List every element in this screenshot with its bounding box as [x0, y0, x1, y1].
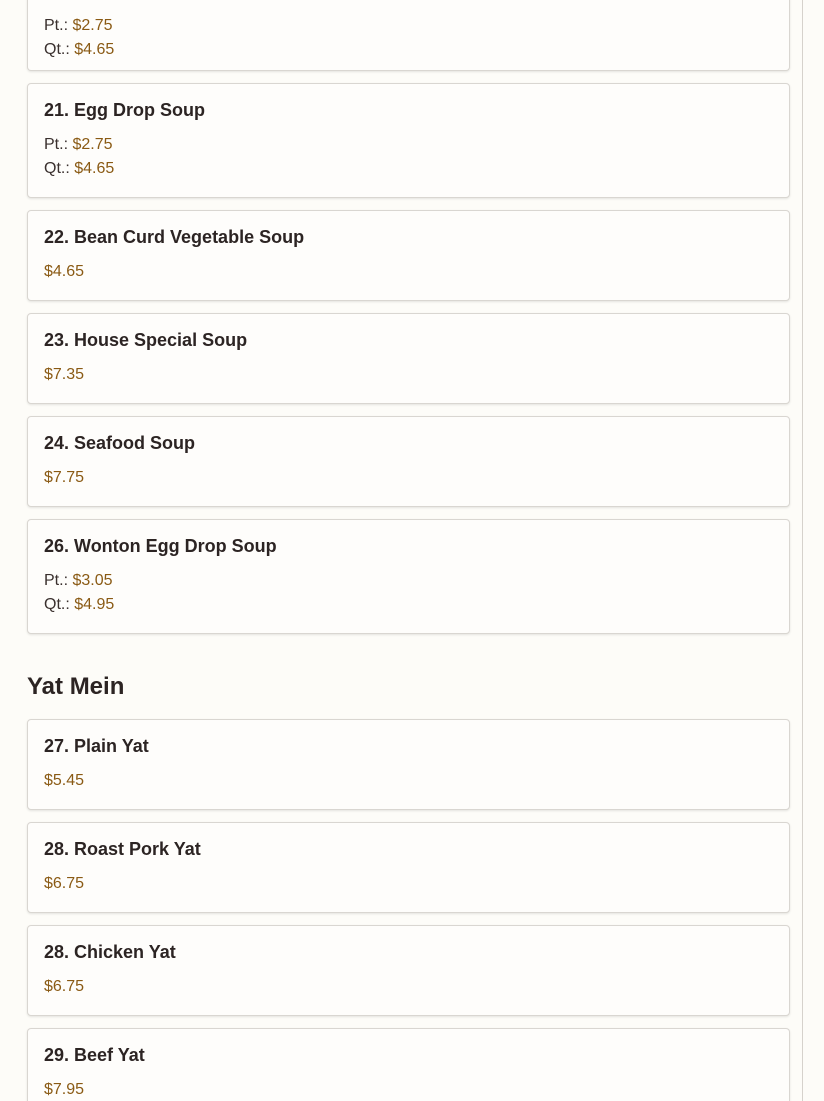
price-label: Qt.: [44, 160, 70, 177]
item-name: 29. Beef Yat [44, 1045, 145, 1065]
price-line [44, 366, 84, 384]
price-label: Qt.: [44, 41, 70, 58]
price-value: $2.75 [72, 17, 113, 34]
price-value: $4.95 [74, 596, 115, 613]
menu-item-card[interactable] [27, 519, 790, 634]
price-value: $4.65 [74, 41, 115, 58]
price-value: $7.95 [44, 1081, 85, 1098]
price-label: Pt.: [44, 136, 69, 153]
menu-item-card[interactable] [27, 822, 790, 913]
price-line-quart [44, 596, 114, 614]
price-value: $5.45 [44, 772, 85, 789]
price-value: $6.75 [44, 978, 85, 995]
menu-item-card[interactable] [27, 416, 790, 507]
menu-item-card[interactable] [27, 313, 790, 404]
price-value: $4.65 [74, 160, 115, 177]
price-line [44, 1081, 84, 1099]
menu-item-card[interactable] [27, 83, 790, 198]
price-line-pint [44, 572, 113, 590]
section-heading-yat-mein: Yat Mein [27, 673, 125, 700]
price-line-quart [44, 41, 114, 59]
item-name: 24. Seafood Soup [44, 433, 196, 453]
scroll-edge [802, 0, 803, 1101]
menu-item-card[interactable] [27, 0, 790, 71]
price-line [44, 875, 84, 893]
price-value: $4.65 [44, 263, 85, 280]
item-name: 27. Plain Yat [44, 736, 149, 756]
item-name: 21. Egg Drop Soup [44, 100, 206, 120]
price-label: Qt.: [44, 596, 70, 613]
menu-item-card[interactable] [27, 1028, 790, 1101]
price-line [44, 978, 84, 996]
menu-item-card[interactable] [27, 925, 790, 1016]
price-line [44, 469, 84, 487]
price-line-quart [44, 160, 114, 178]
price-value: $3.05 [72, 572, 113, 589]
price-line [44, 263, 84, 281]
price-label: Pt.: [44, 17, 69, 34]
price-line-pint [44, 136, 113, 154]
price-value: $6.75 [44, 875, 85, 892]
item-name: 28. Roast Pork Yat [44, 839, 201, 859]
price-label: Pt.: [44, 572, 69, 589]
item-name: 22. Bean Curd Vegetable Soup [44, 227, 305, 247]
menu-item-card[interactable] [27, 210, 790, 301]
price-line [44, 772, 84, 790]
item-name: 23. House Special Soup [44, 330, 248, 350]
price-value: $2.75 [72, 136, 113, 153]
item-name: 28. Chicken Yat [44, 942, 176, 962]
price-line-pint [44, 17, 113, 35]
price-value: $7.75 [44, 469, 85, 486]
price-value: $7.35 [44, 366, 85, 383]
menu-item-card[interactable] [27, 719, 790, 810]
item-name: 26. Wonton Egg Drop Soup [44, 536, 277, 556]
